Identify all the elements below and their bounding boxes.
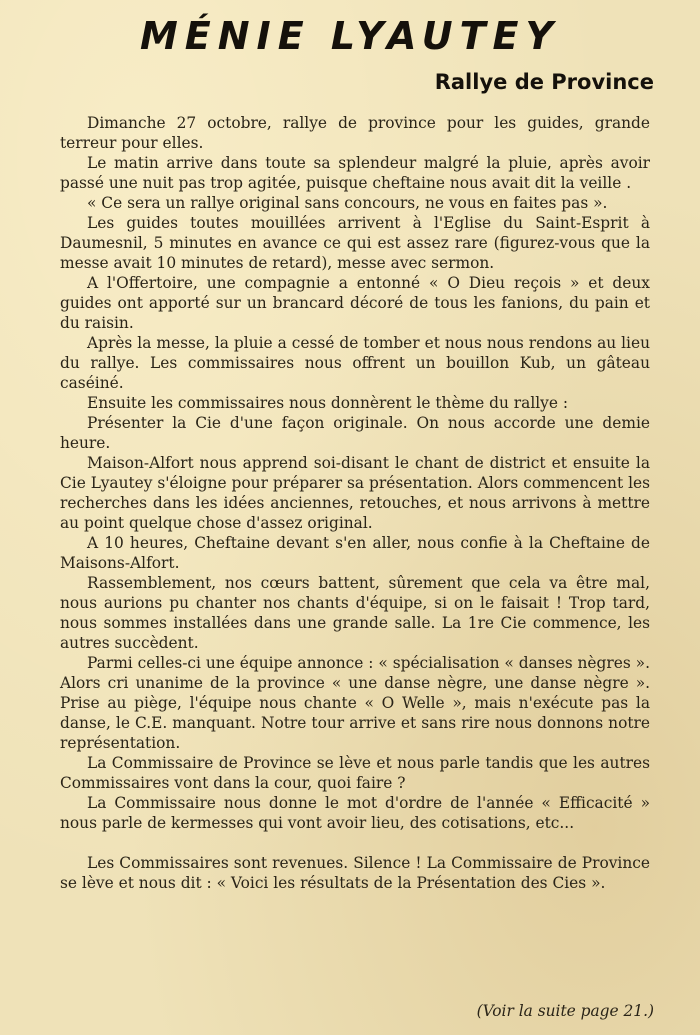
- paragraph: Les guides toutes mouillées arrivent à l'Eglise du Saint-Esprit à Daumesnil, 5 minutes en avance ce qui est assez rare (figurez-vous que la messe avait 10 minutes de retard), messe avec sermon.: [60, 214, 650, 272]
- paragraph: Dimanche 27 octobre, rallye de province pour les guides, grande terreur pour elles.: [60, 114, 650, 152]
- paragraph: « Ce sera un rallye original sans concours, ne vous en faites pas ».: [87, 194, 608, 212]
- paragraph: A 10 heures, Cheftaine devant s'en aller, nous confie à la Cheftaine de Maisons-Alfort.: [60, 534, 650, 572]
- paragraph: Ensuite les commissaires nous donnèrent le thème du rallye :: [87, 394, 569, 412]
- paragraph: Après la messe, la pluie a cessé de tomber et nous nous rendons au lieu du rallye. Les commissaires nous offrent un bouillon Kub, un gâteau caséiné.: [60, 334, 650, 392]
- paragraph: La Commissaire nous donne le mot d'ordre de l'année « Efficacité » nous parle de kermesses qui vont avoir lieu, des cotisations, etc...: [60, 794, 650, 832]
- paragraph: Les Commissaires sont revenues. Silence ! La Commissaire de Province se lève et nous dit : « Voici les résultats de la Présentation des Cies ».: [60, 854, 650, 892]
- paragraph: A l'Offertoire, une compagnie a entonné « O Dieu reçois » et deux guides ont apporté sur un brancard décoré de tous les fanions, du pain et du raisin.: [60, 274, 650, 332]
- article-body: [60, 113, 650, 893]
- paragraph: Parmi celles-ci une équipe annonce : « spécialisation « danses nègres ». Alors cri unanime de la province « une danse nègre, une danse nègre ». Prise au piège, l'équipe nous chante « O Welle », mais n'exécute pas la danse, le C.E. manquant. Notre tour arrive et sans rire nous donnons notre représentation.: [60, 654, 650, 752]
- paragraph: Maison-Alfort nous apprend soi-disant le chant de district et ensuite la Cie Lyautey s'éloigne pour préparer sa présentation. Alors commencent les recherches dans les idées anciennes, retouches, et nous arrivons à mettre au point quelque chose d'assez original.: [60, 454, 650, 532]
- paragraph: Le matin arrive dans toute sa splendeur malgré la pluie, après avoir passé une nuit pas trop agitée, puisque cheftaine nous avait dit la veille .: [60, 154, 650, 192]
- continuation-note: (Voir la suite page 21.): [476, 1002, 654, 1020]
- paragraph: Présenter la Cie d'une façon originale. On nous accorde une demie heure.: [60, 414, 650, 452]
- article-subtitle: Rallye de Province: [434, 70, 654, 94]
- page-title: MÉNIE LYAUTEY: [139, 14, 561, 58]
- paragraph: La Commissaire de Province se lève et nous parle tandis que les autres Commissaires vont dans la cour, quoi faire ?: [60, 754, 650, 792]
- paragraph: Rassemblement, nos cœurs battent, sûrement que cela va être mal, nous aurions pu chanter nos chants d'équipe, si on le faisait ! Trop tard, nous sommes installées dans une grande salle. La 1re Cie commence, les autres succèdent.: [60, 574, 650, 652]
